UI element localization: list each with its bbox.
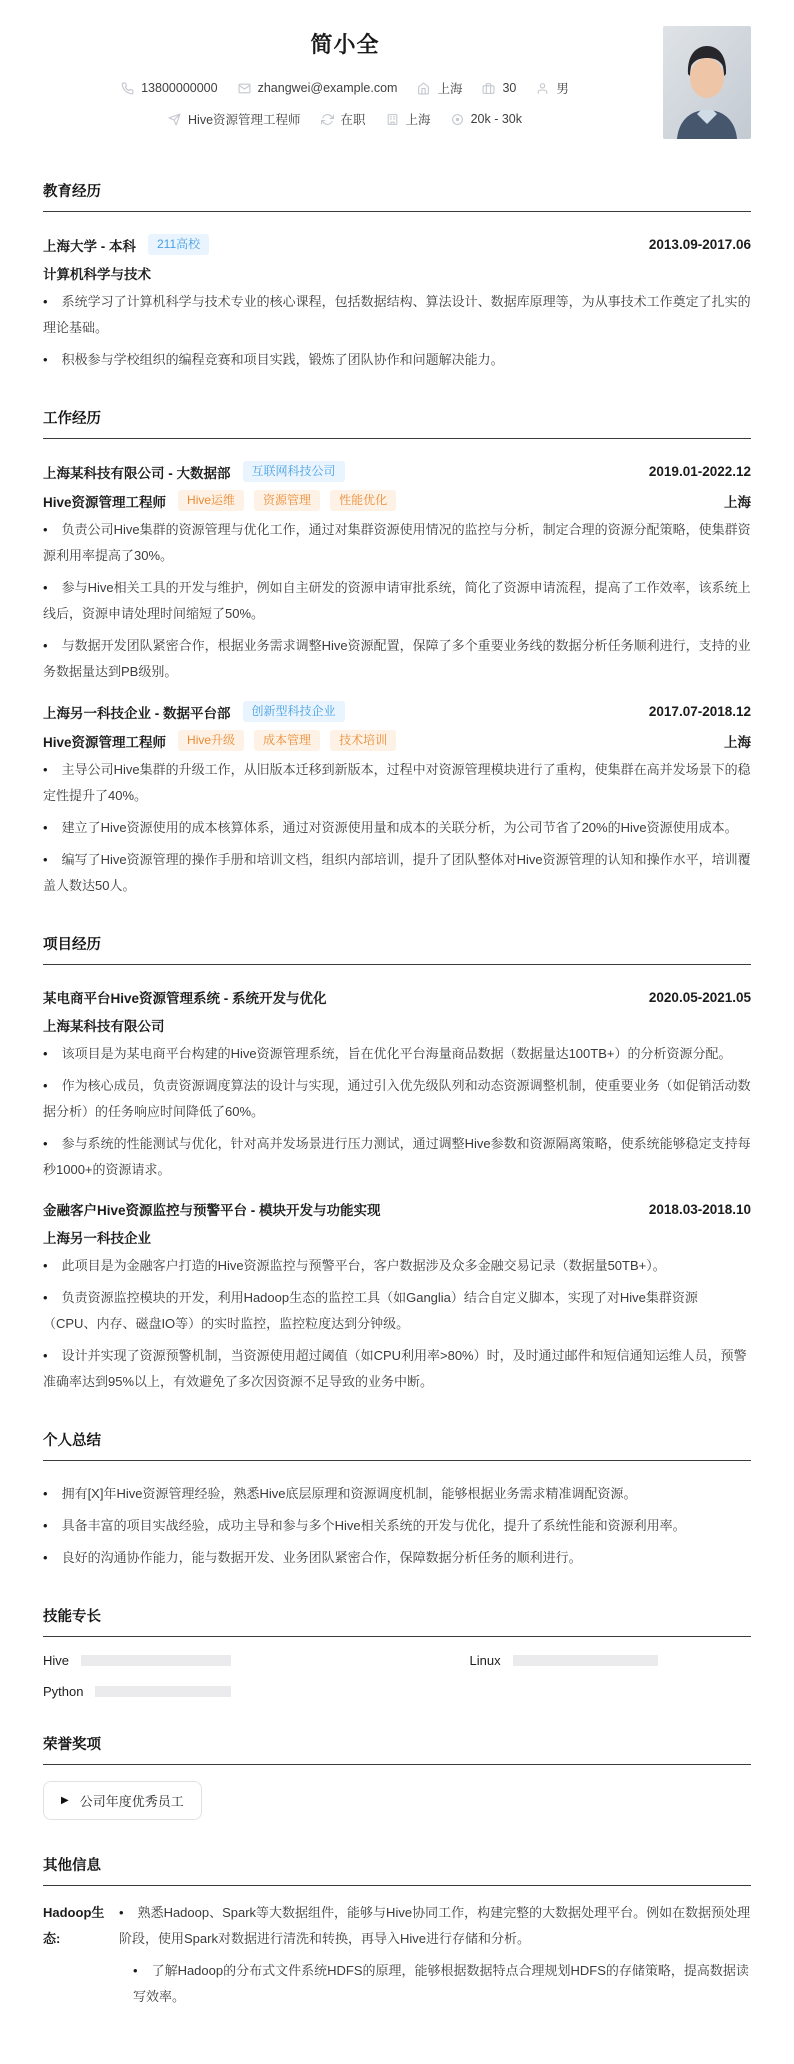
city-icon	[386, 113, 399, 126]
gender-value: 男	[556, 82, 569, 96]
section-other	[43, 1854, 751, 2016]
resume-header	[43, 28, 751, 146]
email-value: zhangwei@example.com	[257, 81, 398, 95]
age-icon	[482, 82, 495, 95]
project-entry-2	[43, 1199, 751, 1395]
bullet-item: • 参与系统的性能测试与优化，针对高并发场景进行压力测试，通过调整Hive参数和资源隔离策略，使系统能够稳定支持每秒1000+的资源请求。	[43, 1131, 751, 1183]
bullet-item: • 拥有[X]年Hive资源管理经验，熟悉Hive底层原理和资源调度机制，能够根据业务需求精准调配资源。	[43, 1481, 751, 1507]
work-location: 上海	[724, 494, 751, 510]
age-value: 30	[502, 81, 517, 95]
project-entry-1	[43, 987, 751, 1183]
bullet-item: • 负责资源监控模块的开发，利用Hadoop生态的监控工具（如Ganglia）结合自定义脚本，实现了对Hive集群资源（CPU、内存、磁盘IO等）的实时监控，监控粒度达到分钟级。	[43, 1285, 751, 1337]
salary-value: 20k - 30k	[470, 112, 522, 126]
work-date: 2017.07-2018.12	[648, 704, 751, 719]
location-value: 上海	[437, 82, 463, 96]
section-work	[43, 407, 751, 899]
contact-row-1	[43, 79, 647, 97]
section-title-honors: 荣誉奖项	[43, 1733, 751, 1765]
section-title-projects: 项目经历	[43, 933, 751, 965]
bullet-item: • 建立了Hive资源使用的成本核算体系，通过对资源使用量和成本的关联分析，为公司节省了20%的Hive资源使用成本。	[43, 815, 751, 841]
honor-label: 公司年度优秀员工	[79, 1794, 184, 1809]
bullet-item: • 了解Hadoop的分布式文件系统HDFS的原理，能够根据数据特点合理规划HDFS的存储策略，提高数据读写效率。	[119, 1958, 751, 2010]
section-title-summary: 个人总结	[43, 1429, 751, 1461]
bullet-item: • 主导公司Hive集群的升级工作，从旧版本迁移到新版本，过程中对资源管理模块进行了重构，使集群在高并发场景下的稳定性提升了40%。	[43, 757, 751, 809]
school-badge: 211高校	[148, 234, 209, 255]
skill-hive	[43, 1653, 231, 1668]
job-tag: Hive升级	[178, 730, 244, 751]
section-title-education: 教育经历	[43, 180, 751, 212]
phone-value: 13800000000	[141, 81, 218, 95]
work-date: 2019.01-2022.12	[648, 464, 751, 479]
section-projects	[43, 933, 751, 1395]
project-name: 金融客户Hive资源监控与预警平台 - 模块开发与功能实现	[43, 1203, 381, 1218]
project-bullets	[43, 1041, 751, 1183]
work-entry-2	[43, 701, 751, 899]
position-value: Hive资源管理工程师	[188, 113, 301, 127]
contact-age	[482, 81, 516, 95]
contact-city	[386, 110, 431, 128]
bullet-item: • 作为核心成员，负责资源调度算法的设计与实现，通过引入优先级队列和动态资源调整机制，使重要业务（如促销活动数据分析）的任务响应时间降低了60%。	[43, 1073, 751, 1125]
project-bullets	[43, 1253, 751, 1395]
section-title-skills: 技能专长	[43, 1605, 751, 1637]
city-value: 上海	[405, 113, 431, 127]
skill-name: Hive	[43, 1653, 70, 1668]
other-bullets	[119, 1900, 751, 2010]
project-date: 2020.05-2021.05	[648, 989, 751, 1005]
company-badge: 创新型科技企业	[243, 701, 345, 722]
status-icon	[321, 113, 334, 126]
candidate-name: 简小全	[310, 32, 380, 57]
company-name: 上海某科技有限公司 - 大数据部	[43, 465, 231, 481]
work-bullets	[43, 757, 751, 899]
bullet-item: • 熟悉Hadoop、Spark等大数据组件，能够与Hive协同工作，构建完整的大数据处理平台。例如在数据预处理阶段，使用Spark对数据进行清洗和转换，再导入Hive进行存储和分析。	[119, 1900, 751, 1952]
bullet-item: • 与数据开发团队紧密合作，根据业务需求调整Hive资源配置，保障了多个重要业务线的数据分析任务顺利进行，支持的业务数据量达到PB级别。	[43, 633, 751, 685]
job-tag: 资源管理	[254, 490, 320, 511]
gender-icon	[536, 82, 549, 95]
section-title-other: 其他信息	[43, 1854, 751, 1886]
bullet-item: • 编写了Hive资源管理的操作手册和培训文档，组织内部培训，提升了团队整体对Hive资源管理的认知和操作水平，培训覆盖人数达50人。	[43, 847, 751, 899]
job-title: Hive资源管理工程师	[43, 734, 167, 750]
contact-row-2	[43, 110, 647, 128]
skills-grid	[43, 1653, 751, 1699]
bullet-item: • 良好的沟通协作能力，能与数据开发、业务团队紧密合作，保障数据分析任务的顺利进行。	[43, 1545, 751, 1571]
position-icon	[168, 113, 181, 126]
email-icon	[238, 82, 251, 95]
other-info-label: Hadoop生态:	[43, 1905, 105, 1946]
bullet-item: • 负责公司Hive集群的资源管理与优化工作，通过对集群资源使用情况的监控与分析，制定合理的资源分配策略，使集群资源利用率提高了30%。	[43, 517, 751, 569]
job-tag: Hive运维	[178, 490, 244, 511]
project-date: 2018.03-2018.10	[648, 1201, 751, 1217]
major-name: 计算机科学与技术	[43, 267, 151, 282]
profile-photo	[663, 26, 751, 139]
project-name: 某电商平台Hive资源管理系统 - 系统开发与优化	[43, 991, 327, 1006]
skill-linux	[470, 1653, 658, 1668]
section-education	[43, 180, 751, 373]
honor-item-toggle[interactable]	[43, 1781, 202, 1820]
company-name: 上海另一科技企业 - 数据平台部	[43, 705, 231, 721]
bullet-item: • 具备丰富的项目实战经验，成功主导和参与多个Hive相关系统的开发与优化，提升了系统性能和资源利用率。	[43, 1513, 751, 1539]
phone-icon	[121, 82, 134, 95]
education-bullets	[43, 289, 751, 373]
education-entry	[43, 234, 751, 373]
other-info-row	[43, 1900, 751, 2016]
bullet-item: • 参与Hive相关工具的开发与维护，例如自主研发的资源申请审批系统，简化了资源申请流程，提高了工作效率，该系统上线后，资源申请处理时间缩短了50%。	[43, 575, 751, 627]
work-entry-1	[43, 461, 751, 685]
education-date: 2013.09-2017.06	[648, 237, 751, 252]
status-value: 在职	[340, 113, 366, 127]
skill-bar-track	[95, 1686, 231, 1697]
job-tags	[178, 490, 396, 511]
section-skills	[43, 1605, 751, 1699]
contact-gender	[536, 79, 569, 97]
work-location: 上海	[724, 734, 751, 750]
contact-location	[417, 79, 462, 97]
bullet-item: • 该项目是为某电商平台构建的Hive资源管理系统，旨在优化平台海量商品数据（数据量达100TB+）的分析资源分配。	[43, 1041, 751, 1067]
bullet-item: • 系统学习了计算机科学与技术专业的核心课程，包括数据结构、算法设计、数据库原理等，为从事技术工作奠定了扎实的理论基础。	[43, 289, 751, 341]
section-summary	[43, 1429, 751, 1571]
bullet-item: • 积极参与学校组织的编程竞赛和项目实践，锻炼了团队协作和问题解决能力。	[43, 347, 751, 373]
contact-position	[168, 110, 301, 128]
contact-salary	[451, 112, 522, 126]
skill-name: Linux	[469, 1653, 501, 1668]
work-bullets	[43, 517, 751, 685]
job-title: Hive资源管理工程师	[43, 494, 167, 510]
job-tag: 成本管理	[254, 730, 320, 751]
school-name: 上海大学 - 本科	[43, 238, 136, 254]
contact-email	[238, 81, 398, 95]
project-company: 上海某科技有限公司	[43, 1019, 165, 1034]
summary-bullets	[43, 1481, 751, 1571]
job-tags	[178, 730, 396, 751]
bullet-item: • 设计并实现了资源预警机制，当资源使用超过阈值（如CPU利用率>80%）时，及时通过邮件和短信通知运维人员，预警准确率达到95%以上，有效避免了多次因资源不足导致的业务中断。	[43, 1343, 751, 1395]
contact-status	[321, 110, 366, 128]
skill-bar-track	[81, 1655, 231, 1666]
skill-python	[43, 1684, 231, 1699]
home-icon	[417, 82, 430, 95]
section-title-work: 工作经历	[43, 407, 751, 439]
skill-bar-track	[513, 1655, 658, 1666]
salary-icon	[451, 113, 464, 126]
bullet-item: • 此项目是为金融客户打造的Hive资源监控与预警平台，客户数据涉及众多金融交易记录（数据量50TB+）。	[43, 1253, 751, 1279]
project-company: 上海另一科技企业	[43, 1231, 151, 1246]
company-badge: 互联网科技公司	[243, 461, 345, 482]
section-honors	[43, 1733, 751, 1820]
contact-phone	[121, 81, 217, 95]
expand-triangle-icon: ▶	[61, 1794, 69, 1806]
skill-name: Python	[43, 1684, 84, 1699]
job-tag: 技术培训	[330, 730, 396, 751]
job-tag: 性能优化	[330, 490, 396, 511]
